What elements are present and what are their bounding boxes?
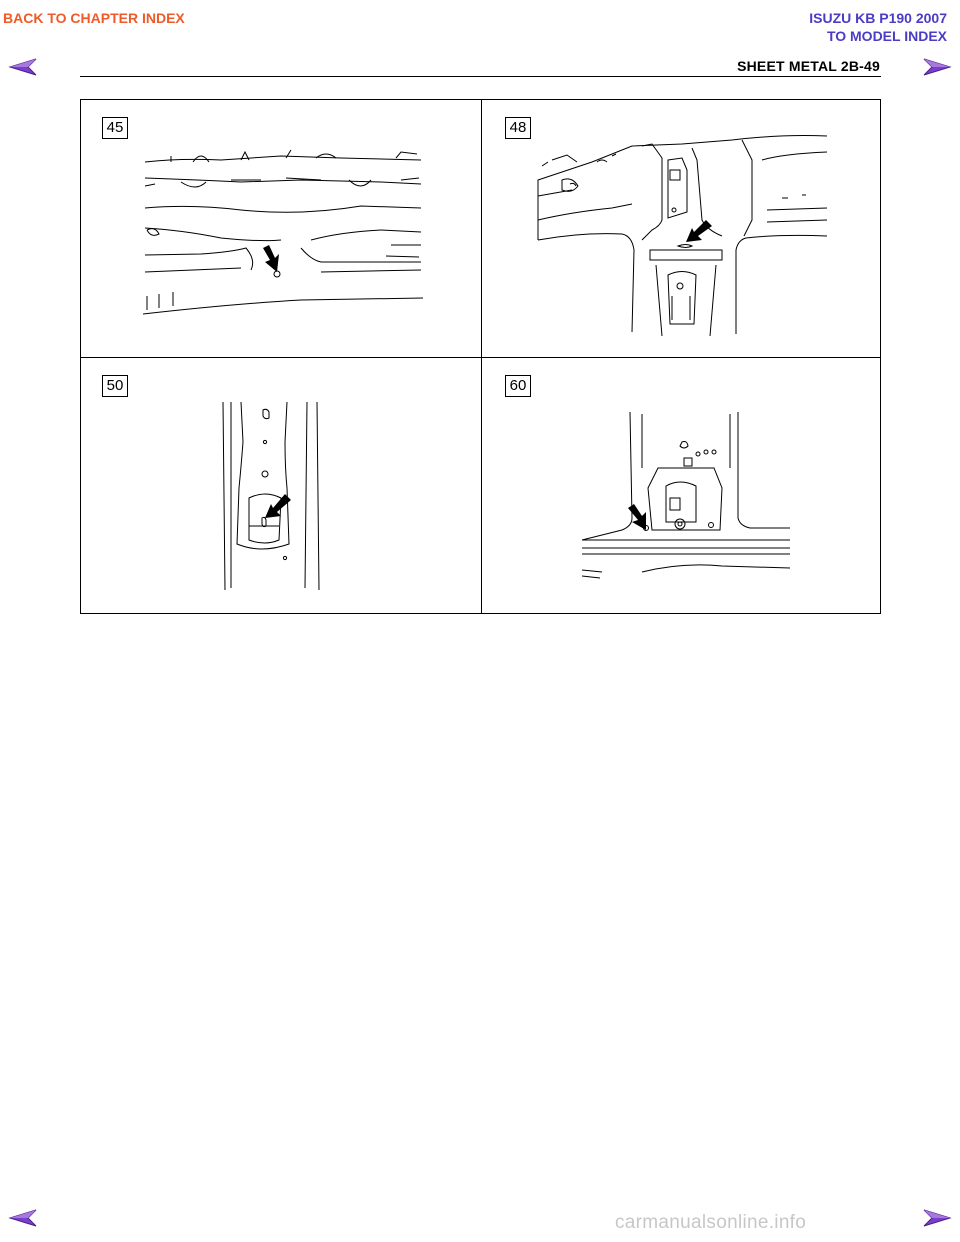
figure-60-drawing [482, 358, 881, 614]
figure-48-label: 48 [505, 117, 531, 139]
figure-grid [80, 99, 881, 614]
figure-48-panel [481, 100, 880, 357]
watermark: carmanualsonline.info [615, 1212, 807, 1233]
figure-50-label: 50 [102, 375, 128, 397]
arrow-left-icon[interactable] [8, 57, 38, 77]
figure-45-label: 45 [102, 117, 128, 139]
figure-48-drawing [482, 100, 881, 357]
back-to-chapter-index-link[interactable]: BACK TO CHAPTER INDEX [3, 10, 185, 26]
header-divider [80, 76, 881, 77]
figure-60-panel [481, 357, 880, 613]
figure-60-label: 60 [505, 375, 531, 397]
page-title: SHEET METAL 2B-49 [737, 58, 880, 74]
figure-45-panel [81, 100, 481, 357]
model-title: ISUZU KB P190 2007 [809, 10, 947, 26]
figure-50-drawing [81, 358, 481, 614]
figure-50-panel [81, 357, 481, 613]
arrow-left-icon[interactable] [8, 1208, 38, 1228]
figure-45-drawing [81, 100, 481, 357]
to-model-index-link[interactable]: TO MODEL INDEX [826, 28, 947, 44]
arrow-right-icon[interactable] [922, 1208, 952, 1228]
arrow-right-icon[interactable] [922, 57, 952, 77]
